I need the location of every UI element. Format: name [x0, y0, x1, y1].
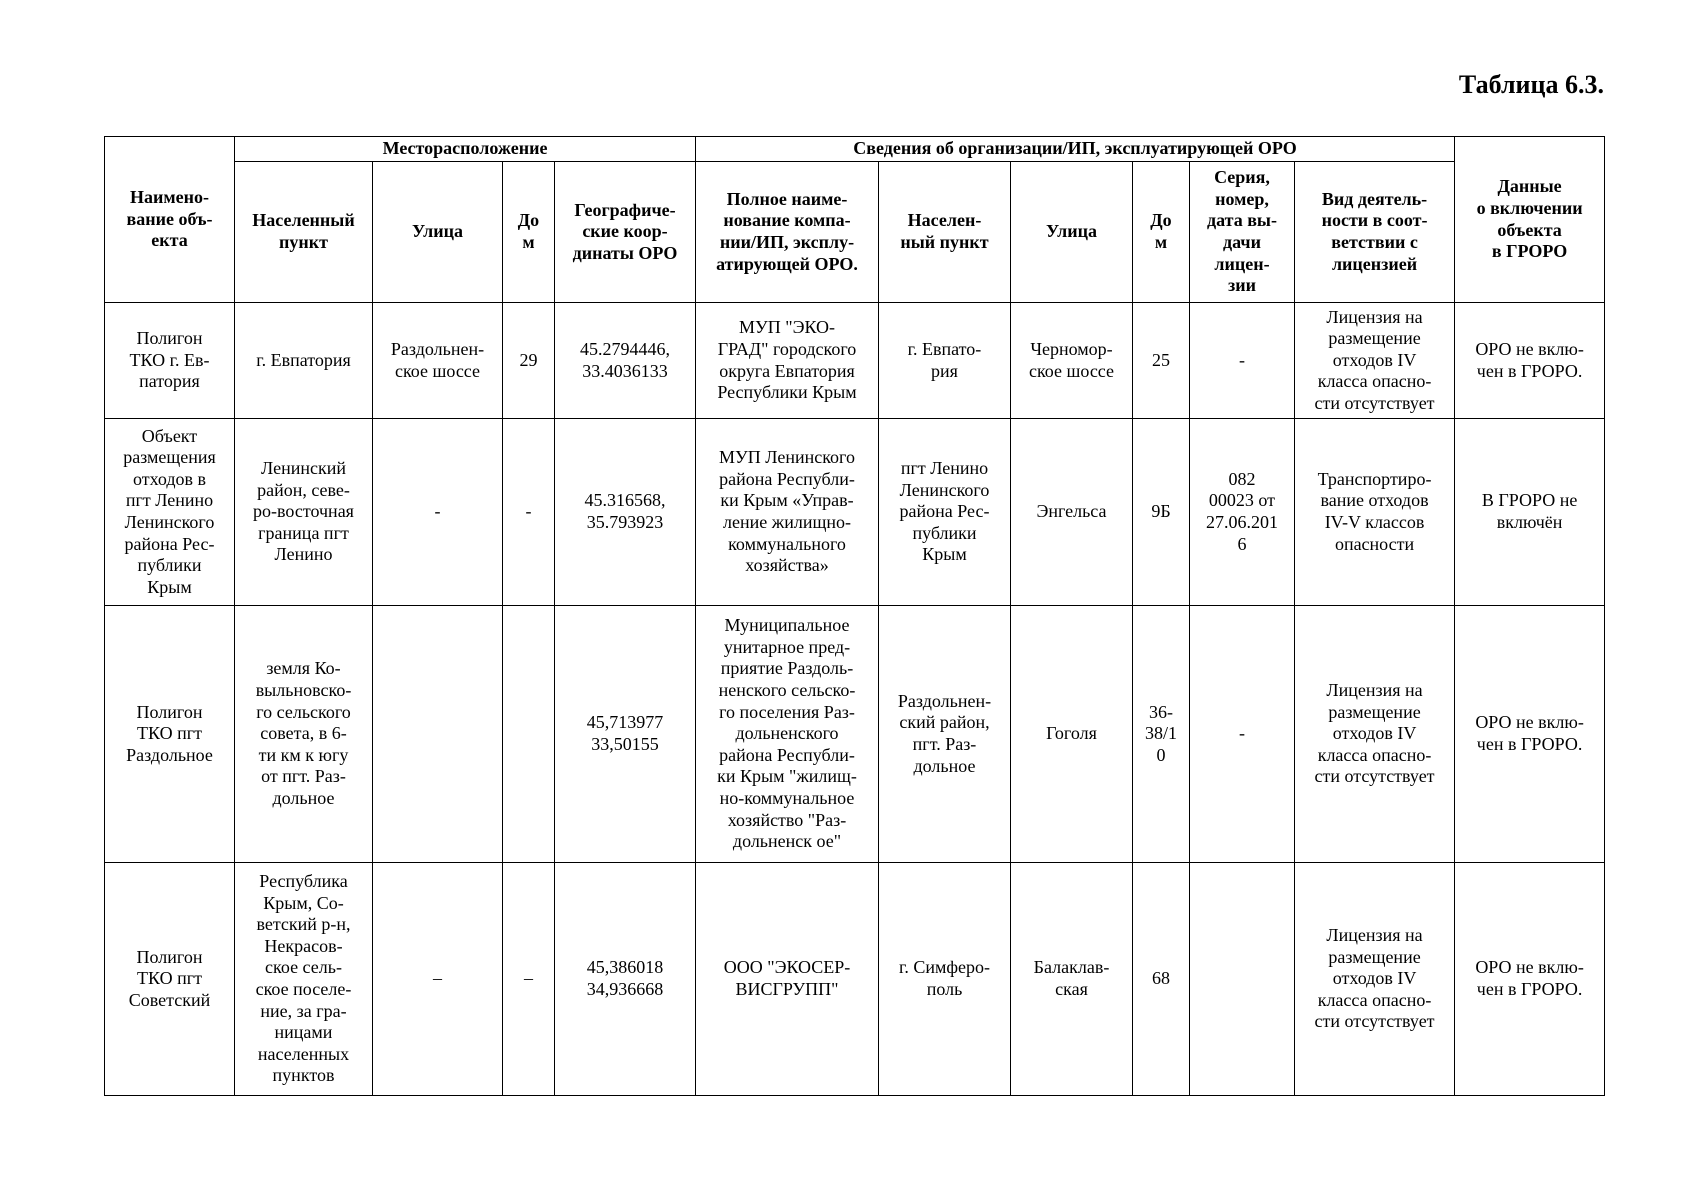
cell-org-street: Гоголя [1011, 606, 1133, 863]
cell-license: 082 00023 от 27.06.201 6 [1190, 419, 1295, 606]
header-org-name: Полное наиме- нование компа- нии/ИП, эксплу- атирующей ОРО. [696, 162, 879, 303]
header-coords: Географиче- ские коор- динаты ОРО [555, 162, 696, 303]
cell-house: - [503, 419, 555, 606]
cell-groro: ОРО не вклю- чен в ГРОРО. [1455, 606, 1605, 863]
cell-groro: ОРО не вклю- чен в ГРОРО. [1455, 303, 1605, 419]
header-street: Улица [373, 162, 503, 303]
cell-org-settlement: г. Евпато- рия [879, 303, 1011, 419]
cell-street: - [373, 419, 503, 606]
header-activity: Вид деятель- ности в соот- ветствии с лицензией [1295, 162, 1455, 303]
cell-org-house: 36- 38/1 0 [1133, 606, 1190, 863]
cell-settlement: земля Ко- выльновско- го сельского совета, в 6- ти км к югу от пгт. Раз- дольное [235, 606, 373, 863]
header-org-street: Улица [1011, 162, 1133, 303]
cell-org-house: 25 [1133, 303, 1190, 419]
cell-settlement: Республика Крым, Со- ветский р-н, Некрасов- ское сель- ское поселе- ние, за гра- ницами населенных пунктов [235, 863, 373, 1096]
cell-house: – [503, 863, 555, 1096]
header-settlement: Населенный пункт [235, 162, 373, 303]
cell-name: Полигон ТКО пгт Раздольное [105, 606, 235, 863]
cell-org-name: МУП Ленинского района Республи- ки Крым «Управ- ление жилищно- коммунального хозяйства» [696, 419, 879, 606]
table-row [105, 863, 1605, 1096]
cell-settlement: г. Евпатория [235, 303, 373, 419]
cell-street: Раздольнен- ское шоссе [373, 303, 503, 419]
cell-name: Полигон ТКО г. Ев- патория [105, 303, 235, 419]
cell-coords: 45,386018 34,936668 [555, 863, 696, 1096]
cell-org-house: 9Б [1133, 419, 1190, 606]
header-name: Наимено- вание объ- екта [105, 137, 235, 303]
cell-coords: 45,713977 33,50155 [555, 606, 696, 863]
cell-license [1190, 863, 1295, 1096]
cell-groro: ОРО не вклю- чен в ГРОРО. [1455, 863, 1605, 1096]
table-row [105, 303, 1605, 419]
cell-street [373, 606, 503, 863]
table-row [105, 606, 1605, 863]
header-org-house: До м [1133, 162, 1190, 303]
cell-license: - [1190, 303, 1295, 419]
cell-license: - [1190, 606, 1295, 863]
header-house: До м [503, 162, 555, 303]
cell-groro: В ГРОРО не включён [1455, 419, 1605, 606]
cell-activity: Лицензия на размещение отходов IV класса опасно- сти отсутствует [1295, 863, 1455, 1096]
cell-settlement: Ленинский район, севе- ро-восточная граница пгт Ленино [235, 419, 373, 606]
cell-org-house: 68 [1133, 863, 1190, 1096]
cell-house: 29 [503, 303, 555, 419]
cell-org-name: ООО "ЭКОСЕР- ВИСГРУПП" [696, 863, 879, 1096]
cell-org-street: Балаклав- ская [1011, 863, 1133, 1096]
cell-activity: Лицензия на размещение отходов IV класса опасно- сти отсутствует [1295, 303, 1455, 419]
cell-activity: Транспортиро- вание отходов IV-V классов опасности [1295, 419, 1455, 606]
cell-activity: Лицензия на размещение отходов IV класса опасно- сти отсутствует [1295, 606, 1455, 863]
cell-org-name: МУП "ЭКО- ГРАД" городского округа Евпатория Республики Крым [696, 303, 879, 419]
cell-street: – [373, 863, 503, 1096]
header-org-settlement: Населен- ный пункт [879, 162, 1011, 303]
cell-org-settlement: пгт Ленино Ленинского района Рес- публики Крым [879, 419, 1011, 606]
header-group-organization: Сведения об организации/ИП, эксплуатирующей ОРО [696, 137, 1455, 162]
table-caption: Таблица 6.3. [1458, 70, 1604, 99]
cell-org-settlement: г. Симферо- поль [879, 863, 1011, 1096]
cell-name: Полигон ТКО пгт Советский [105, 863, 235, 1096]
data-table [104, 136, 1605, 1096]
cell-org-name: Муниципальное унитарное пред- приятие Раздоль- ненского сельско- го поселения Раз- дольненского района Республи- ки Крым "жилищ- но-коммунальное хозяйство "Раз- дольненск ое" [696, 606, 879, 863]
table-row [105, 419, 1605, 606]
cell-coords: 45.2794446, 33.4036133 [555, 303, 696, 419]
cell-org-street: Энгельса [1011, 419, 1133, 606]
header-groro: Данные о включении объекта в ГРОРО [1455, 137, 1605, 303]
cell-org-street: Черномор- ское шоссе [1011, 303, 1133, 419]
cell-coords: 45.316568, 35.793923 [555, 419, 696, 606]
header-group-location: Месторасположение [235, 137, 696, 162]
header-license: Серия, номер, дата вы- дачи лицен- зии [1190, 162, 1295, 303]
cell-house [503, 606, 555, 863]
cell-org-settlement: Раздольнен- ский район, пгт. Раз- дольное [879, 606, 1011, 863]
cell-name: Объект размещения отходов в пгт Ленино Ленинского района Рес- публики Крым [105, 419, 235, 606]
